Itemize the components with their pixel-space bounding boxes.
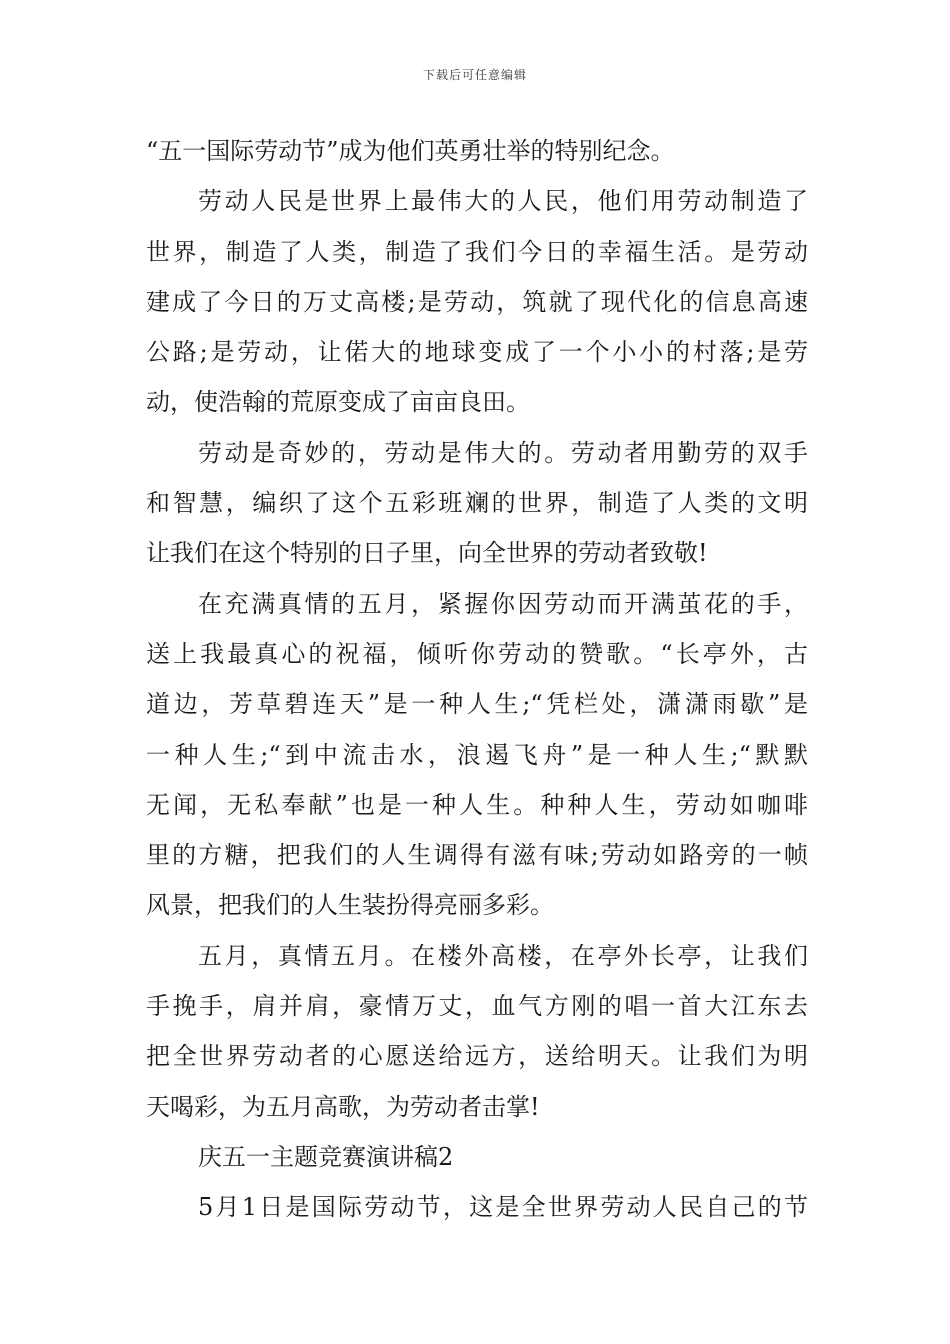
text-line: 让我们在这个特别的日子里，向全世界的劳动者致敬! (146, 539, 708, 568)
text-line: 手挽手，肩并肩，豪情万丈，血气方刚的唱一首大江东去 (146, 992, 808, 1021)
text-line: 动，使浩翰的荒原变成了亩亩良田。 (146, 388, 530, 417)
text-line: “五一国际劳动节”成为他们英勇壮举的特别纪念。 (146, 137, 675, 165)
text-line: 5月1日是国际劳动节，这是全世界劳动人民自己的节 (198, 1193, 808, 1222)
text-line: 无闻，无私奉献”也是一种人生。种种人生，劳动如咖啡 (146, 790, 808, 819)
text-line: 世界，制造了人类，制造了我们今日的幸福生活。是劳动 (146, 237, 808, 266)
text-line: 公路;是劳动，让偌大的地球变成了一个小小的村落;是劳 (146, 338, 808, 367)
page-header-note: 下载后可任意编辑 (422, 68, 527, 82)
text-line: 和智慧，编织了这个五彩班斓的世界，制造了人类的文明 (146, 489, 808, 518)
text-line: 风景，把我们的人生装扮得亮丽多彩。 (146, 891, 554, 920)
text-line: 天喝彩，为五月高歌，为劳动者击掌! (146, 1092, 540, 1121)
text-line: 五月，真情五月。在楼外高楼，在亭外长亭，让我们 (198, 941, 808, 970)
text-line: 送上我最真心的祝福，倾听你劳动的赞歌。“长亭外，古 (146, 639, 808, 668)
text-line: 道边，芳草碧连天”是一种人生;“凭栏处，潇潇雨歇”是 (146, 690, 808, 719)
section-title: 庆五一主题竞赛演讲稿2 (198, 1142, 454, 1171)
text-line: 把全世界劳动者的心愿送给远方，送给明天。让我们为明 (146, 1042, 808, 1071)
document-body (146, 126, 808, 1233)
text-line: 建成了今日的万丈高楼;是劳动，筑就了现代化的信息高速 (146, 287, 808, 316)
text-line: 一种人生;“到中流击水，浪遏飞舟”是一种人生;“默默 (146, 740, 808, 769)
text-line: 里的方糖，把我们的人生调得有滋有味;劳动如路旁的一帧 (146, 841, 808, 870)
text-line: 劳动人民是世界上最伟大的人民，他们用劳动制造了 (198, 187, 808, 216)
text-line: 劳动是奇妙的，劳动是伟大的。劳动者用勤劳的双手 (198, 438, 808, 467)
text-line: 在充满真情的五月，紧握你因劳动而开满茧花的手， (198, 589, 808, 618)
